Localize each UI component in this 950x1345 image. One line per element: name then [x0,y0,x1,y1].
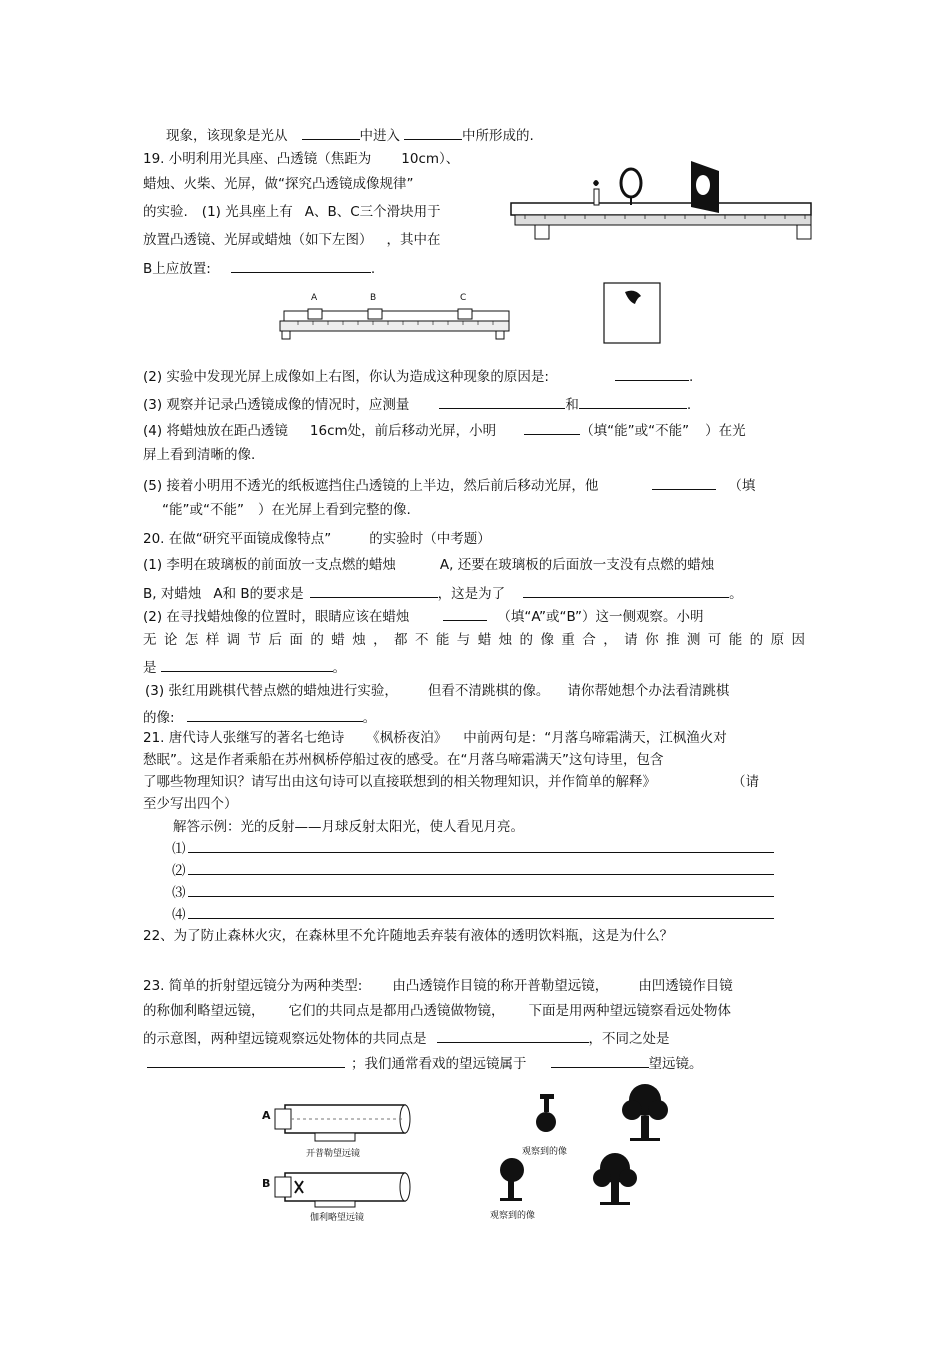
answer-blank[interactable] [652,475,716,490]
answer-blank[interactable] [147,1053,345,1068]
q19-intro-1: 19. 小明利用光具座、凸透镜（焦距为 10cm）、 [143,151,460,167]
answer-blank[interactable] [187,707,363,722]
q20-p2-2: 无论怎样调节后面的蜡烛，都不能与蜡烛的像重合，请你推测可能的原因 [143,632,805,648]
q20-title: 20. 在做“研究平面镜成像特点” 的实验时（中考题） [143,531,491,547]
q19-p5-2: “能”或“不能” ）在光屏上看到完整的像. [162,502,411,518]
telescope-label-a: A [262,1109,271,1122]
observed-caption-1: 观察到的像 [522,1147,568,1157]
q21-line-3: 了哪些物理知识？请写出由这句诗可以直接联想到的相关物理知识，并作简单的解释》 （请 [143,774,759,790]
answer-line[interactable] [188,904,774,919]
answer-blank[interactable] [310,583,438,598]
answer-blank[interactable] [231,258,371,273]
answer-line[interactable] [188,838,774,853]
telescope-label-b: B [262,1177,271,1190]
q20-p1-2: B, 对蜡烛 A和 B的要求是 ，这是为了 。 [143,583,743,603]
q21-line-4: 至少写出四个） [143,796,238,812]
answer-blank[interactable] [524,420,580,435]
answer-blank[interactable] [551,1053,649,1068]
q21-answer-1: ⑴ [172,838,774,858]
answer-blank[interactable] [523,583,729,598]
q20-p2-3: 是 。 [143,657,346,677]
galileo-caption: 伽利略望远镜 [310,1213,365,1223]
answer-blank[interactable] [439,394,565,409]
q23-line-3: 的示意图，两种望远镜观察远处物体的共同点是 ，不同之处是 [143,1028,670,1048]
answer-blank[interactable] [302,125,360,140]
q19-p2: (2) 实验中发现光屏上成像如上右图，你认为造成这种现象的原因是: . [143,366,693,386]
q19-p4-2: 屏上看到清晰的像. [143,447,256,463]
q19-intro-4: 放置凸透镜、光屏或蜡烛（如下左图） ，其中在 [143,232,441,248]
answer-line[interactable] [188,860,774,875]
q23-line-1: 23. 简单的折射望远镜分为两种类型: 由凸透镜作目镜的称开普勒望远镜， 由凹透镜作目镜 [143,978,733,994]
q19-intro-2: 蜡烛、火柴、光屏，做“探究凸透镜成像规律” [143,176,414,192]
slider-label-c: C [460,293,467,303]
screen-image-figure [603,282,661,344]
q21-example: 解答示例：光的反射——月球反射太阳光，使人看见月亮。 [173,819,524,835]
observed-caption-2: 观察到的像 [490,1211,536,1221]
q18-line: 现象，该现象是光从 中进入 中所形成的. [166,125,534,145]
answer-line[interactable] [188,882,774,897]
q21-answer-3: ⑶ [172,882,774,902]
q23-line-2: 的称伽利略望远镜， 它们的共同点是都用凸透镜做物镜， 下面是用两种望远镜察看远处物体 [143,1003,731,1019]
q21-answer-4: ⑷ [172,904,774,924]
q20-p3-1: (3) 张红用跳棋代替点燃的蜡烛进行实验， 但看不清跳棋的像。 请你帮她想个办法看清跳棋 [145,683,730,699]
answer-blank[interactable] [615,366,689,381]
q20-p1-1: (1) 李明在玻璃板的前面放一支点燃的蜡烛 A, 还要在玻璃板的后面放一支没有点燃的蜡烛 [143,557,715,573]
q20-p3-2: 的像: 。 [143,707,376,727]
telescope-figure [255,1095,425,1225]
optical-bench-figure [505,155,820,245]
q21-line-1: 21. 唐代诗人张继写的著名七绝诗 《枫桥夜泊》 中前两句是：“月落乌啼霜满天，江枫渔火对 [143,730,727,746]
answer-blank[interactable] [443,606,487,621]
q21-answer-2: ⑵ [172,860,774,880]
answer-blank[interactable] [404,125,462,140]
observed-image-figure [480,1080,680,1225]
q21-line-2: 愁眠”。这是作者乘船在苏州枫桥停船过夜的感受。在“月落乌啼霜满天”这句诗里，包含 [143,752,664,768]
q19-p4-1: (4) 将蜡烛放在距凸透镜 16cm处，前后移动光屏，小明 （填“能”或“不能” ）在光 [143,420,746,440]
q19-intro-3: 的实验. (1) 光具座上有 A、B、C三个滑块用于 [143,204,441,220]
slider-label-a: A [311,293,318,303]
q20-p2-1: (2) 在寻找蜡烛像的位置时，眼睛应该在蜡烛 （填“A”或“B”）这一侧观察。小明 [143,606,704,626]
kepler-caption: 开普勒望远镜 [306,1149,361,1159]
slider-label-b: B [370,293,377,303]
q19-intro-5: B上应放置: . [143,258,375,278]
q22-line: 22、为了防止森林火灾，在森林里不允许随地丢弃装有液体的透明饮料瓶，这是为什么？ [143,928,674,944]
answer-blank[interactable] [579,394,687,409]
q19-p5-1: (5) 接着小明用不透光的纸板遮挡住凸透镜的上半边，然后前后移动光屏，他 （填 [143,475,755,495]
q19-p3: (3) 观察并记录凸透镜成像的情况时，应测量 和 . [143,394,691,414]
q23-line-4: ；我们通常看戏的望远镜属于 望远镜。 [147,1053,703,1073]
answer-blank[interactable] [437,1028,589,1043]
answer-blank[interactable] [161,657,333,672]
